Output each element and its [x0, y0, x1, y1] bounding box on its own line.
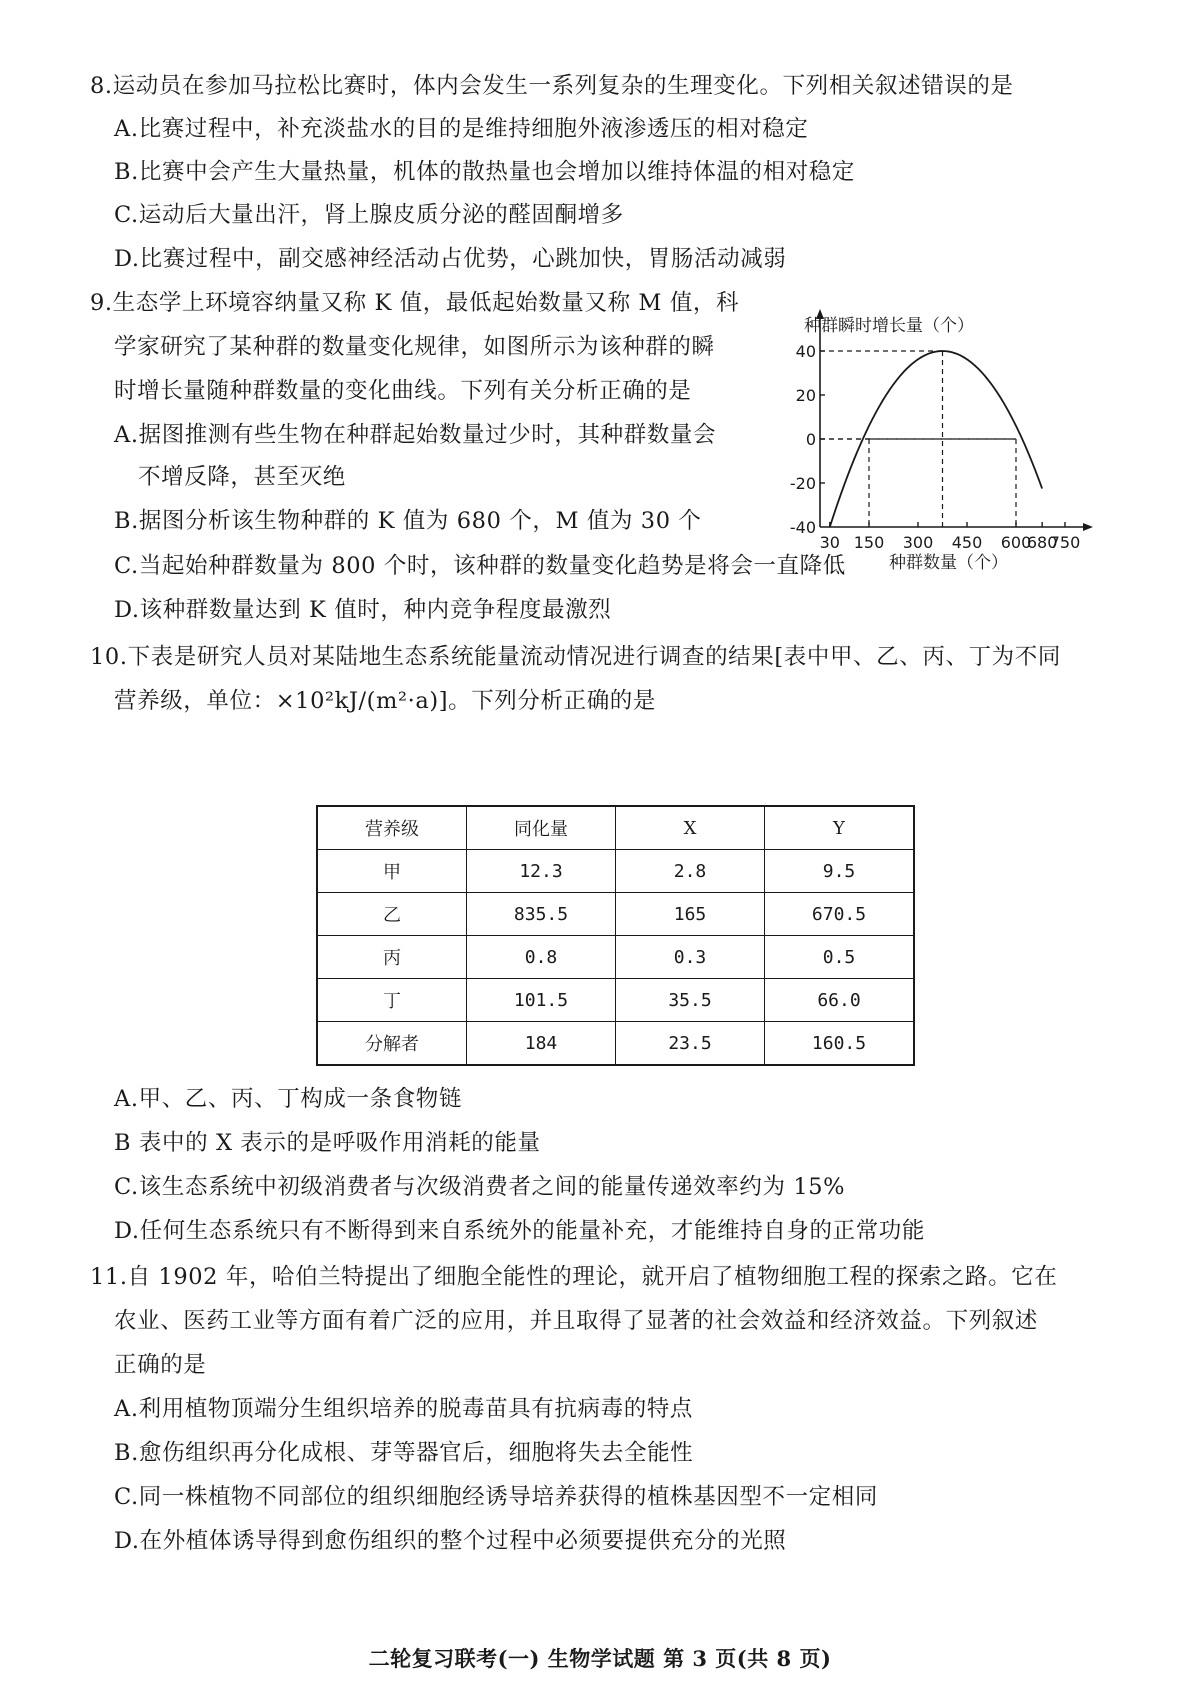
- q11-option-c: C.同一株植物不同部位的组织细胞经诱导培养获得的植株基因型不一定相同: [114, 1484, 878, 1510]
- q8-option-a: A.比赛过程中，补充淡盐水的目的是维持细胞外液渗透压的相对稳定: [114, 116, 809, 142]
- y-tick-label: 40: [795, 342, 816, 361]
- q9-option-a-2: 不增反降，甚至灭绝: [138, 464, 346, 490]
- x-tick-label: 680: [1026, 533, 1058, 552]
- y-axis-label: 种群瞬时增长量（个）: [804, 316, 974, 336]
- table-cell: 835.5: [467, 893, 616, 936]
- table-header-cell: 同化量: [467, 806, 616, 850]
- table-cell: 160.5: [765, 1022, 915, 1066]
- table-cell: 分解者: [317, 1022, 467, 1066]
- table-cell: 乙: [317, 893, 467, 936]
- q10-option-b: B 表中的 X 表示的是呼吸作用消耗的能量: [114, 1130, 541, 1156]
- x-axis-label: 种群数量（个）: [889, 553, 1008, 573]
- x-tick-label: 150: [853, 533, 885, 552]
- table-cell: 165: [616, 893, 765, 936]
- q8-option-c: C.运动后大量出汗，肾上腺皮质分泌的醛固酮增多: [114, 202, 624, 228]
- x-tick-label: 300: [902, 533, 934, 552]
- y-tick-label: -20: [790, 474, 816, 493]
- table-cell: 23.5: [616, 1022, 765, 1066]
- table-cell: 丙: [317, 936, 467, 979]
- table-cell: 丁: [317, 979, 467, 1022]
- y-tick-label: -40: [790, 518, 816, 537]
- q11-option-a: A.利用植物顶端分生组织培养的脱毒苗具有抗病毒的特点: [114, 1396, 694, 1422]
- q11-stem-3: 正确的是: [114, 1352, 207, 1378]
- x-axis-arrow: [1083, 523, 1093, 531]
- q9-stem-1: 9.生态学上环境容纳量又称 K 值，最低起始数量又称 M 值，科: [90, 290, 740, 316]
- energy-flow-table: [316, 805, 915, 1066]
- y-tick-label: 20: [795, 386, 816, 405]
- table-cell: 66.0: [765, 979, 915, 1022]
- q9-option-d: D.该种群数量达到 K 值时，种内竞争程度最激烈: [114, 597, 612, 623]
- q10-stem-1: 10.下表是研究人员对某陆地生态系统能量流动情况进行调查的结果[表中甲、乙、丙、丁为不同: [90, 644, 1061, 670]
- table-cell: 0.3: [616, 936, 765, 979]
- table-cell: 9.5: [765, 850, 915, 893]
- table-row: [317, 850, 914, 893]
- table-row: [317, 979, 914, 1022]
- page-footer: 二轮复习联考(一) 生物学试题 第 3 页(共 8 页): [368, 1646, 832, 1671]
- table-cell: 甲: [317, 850, 467, 893]
- table-cell: 184: [467, 1022, 616, 1066]
- table-cell: 2.8: [616, 850, 765, 893]
- q11-stem-1: 11.自 1902 年，哈伯兰特提出了细胞全能性的理论，就开启了植物细胞工程的探索之路。它在: [90, 1264, 1058, 1290]
- q11-option-d: D.在外植体诱导得到愈伤组织的整个过程中必须要提供充分的光照: [114, 1528, 787, 1554]
- x-tick-label: 600: [1000, 533, 1032, 552]
- q11-stem-2: 农业、医药工业等方面有着广泛的应用，并且取得了显著的社会效益和经济效益。下列叙述: [114, 1308, 1039, 1334]
- table-cell: 0.8: [467, 936, 616, 979]
- q9-stem-2: 学家研究了某种群的数量变化规律，如图所示为该种群的瞬: [114, 334, 715, 360]
- table-cell: 670.5: [765, 893, 915, 936]
- table-row: [317, 893, 914, 936]
- table-cell: 0.5: [765, 936, 915, 979]
- table-cell: 101.5: [467, 979, 616, 1022]
- q10-stem-2: 营养级，单位：×10²kJ/(m²·a)]。下列分析正确的是: [114, 688, 656, 714]
- table-header-row: [317, 806, 914, 850]
- table-header-cell: 营养级: [317, 806, 467, 850]
- x-tick-label: 30: [819, 533, 840, 552]
- table-row: [317, 1022, 914, 1066]
- table-cell: 12.3: [467, 850, 616, 893]
- x-tick-label: 750: [1049, 533, 1081, 552]
- table-header-cell: Y: [765, 806, 915, 850]
- table-cell: 35.5: [616, 979, 765, 1022]
- q10-option-a: A.甲、乙、丙、丁构成一条食物链: [114, 1086, 463, 1112]
- q8-option-d: D.比赛过程中，副交感神经活动占优势，心跳加快，胃肠活动减弱: [114, 246, 787, 272]
- q9-option-c: C.当起始种群数量为 800 个时，该种群的数量变化趋势是将会一直降低: [114, 553, 846, 579]
- q10-option-d: D.任何生态系统只有不断得到来自系统外的能量补充，才能维持自身的正常功能: [114, 1218, 925, 1244]
- x-tick-label: 450: [951, 533, 983, 552]
- q8-stem: 8.运动员在参加马拉松比赛时，体内会发生一系列复杂的生理变化。下列相关叙述错误的是: [90, 73, 1014, 99]
- q8-option-b: B.比赛中会产生大量热量，机体的散热量也会增加以维持体温的相对稳定: [114, 159, 855, 185]
- q9-stem-3: 时增长量随种群数量的变化曲线。下列有关分析正确的是: [114, 378, 692, 404]
- y-tick-label: 0: [805, 430, 816, 449]
- q9-option-b: B.据图分析该生物种群的 K 值为 680 个，M 值为 30 个: [114, 508, 702, 534]
- q10-option-c: C.该生态系统中初级消费者与次级消费者之间的能量传递效率约为 15%: [114, 1174, 846, 1200]
- table-row: [317, 936, 914, 979]
- q9-option-a-1: A.据图推测有些生物在种群起始数量过少时，其种群数量会: [114, 422, 717, 448]
- q11-option-b: B.愈伤组织再分化成根、芽等器官后，细胞将失去全能性: [114, 1440, 694, 1466]
- q9-growth-chart: [790, 305, 1110, 575]
- table-header-cell: X: [616, 806, 765, 850]
